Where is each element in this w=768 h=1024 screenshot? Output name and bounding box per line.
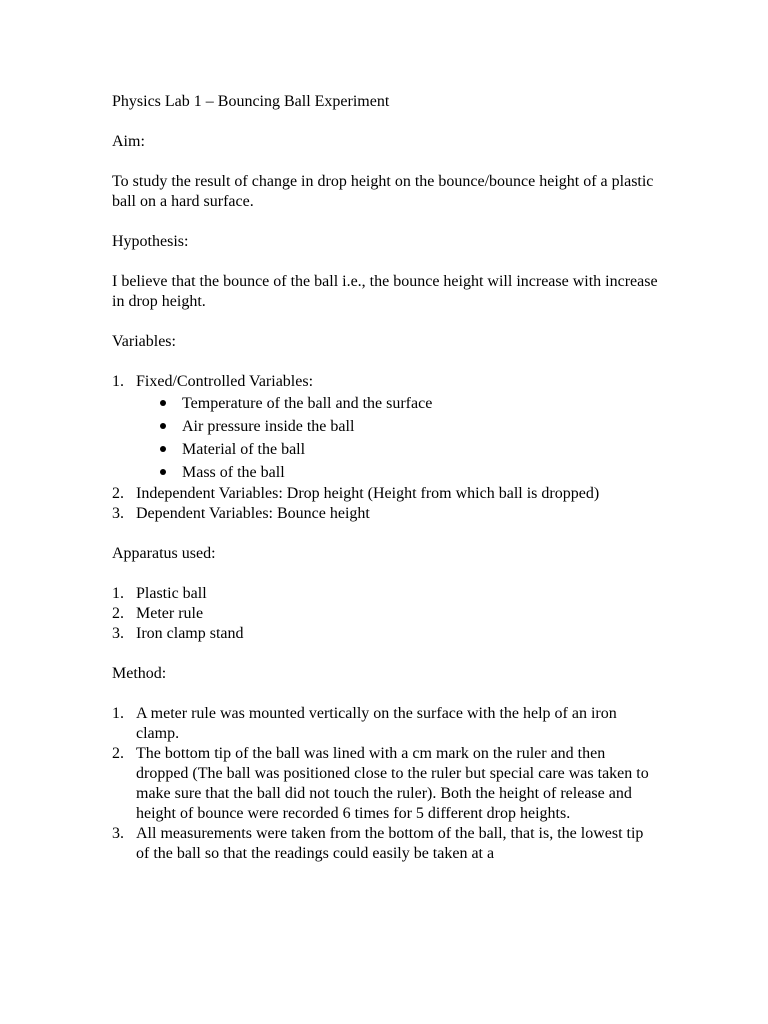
list-number: 2. (112, 745, 124, 762)
list-number: 3. (112, 825, 124, 842)
bullet-item: Air pressure inside the ball (136, 415, 660, 438)
list-item (112, 484, 660, 504)
list-item-text: A meter rule was mounted vertically on the surface with the help of an iron clamp. (136, 705, 617, 742)
list-number: 1. (112, 585, 124, 602)
list-number: 2. (112, 485, 124, 502)
fixed-variables-bullets (136, 392, 660, 484)
list-number: 3. (112, 625, 124, 642)
apparatus-list (112, 584, 660, 644)
list-item-text: Plastic ball (136, 585, 207, 602)
list-item (112, 604, 660, 624)
list-item-text: All measurements were taken from the bottom of the ball, that is, the lowest tip of the ball so that the readings could easily be taken at a (136, 825, 644, 862)
document-title: Physics Lab 1 – Bouncing Ball Experiment (112, 93, 390, 110)
list-number: 2. (112, 605, 124, 622)
list-number: 1. (112, 373, 124, 390)
document-body (112, 92, 660, 864)
list-number: 1. (112, 705, 124, 722)
list-item (112, 824, 660, 864)
hypothesis-text: I believe that the bounce of the ball i.e., the bounce height will increase with increase in drop height. (112, 273, 658, 310)
variables-list (112, 372, 660, 524)
list-number: 3. (112, 505, 124, 522)
variables-heading: Variables: (112, 333, 176, 350)
list-item-text: Dependent Variables: Bounce height (136, 505, 370, 522)
hypothesis-heading: Hypothesis: (112, 233, 189, 250)
list-item (112, 584, 660, 604)
list-item-text: Independent Variables: Drop height (Height from which ball is dropped) (136, 485, 600, 502)
list-item (112, 504, 660, 524)
aim-heading: Aim: (112, 133, 145, 150)
method-heading: Method: (112, 665, 167, 682)
list-item-text: Meter rule (136, 605, 204, 622)
apparatus-heading: Apparatus used: (112, 545, 216, 562)
bullet-item: Temperature of the ball and the surface (136, 392, 660, 415)
list-item-text: The bottom tip of the ball was lined with a cm mark on the ruler and then dropped (The ball was positioned close to the ruler but special care was taken to make sure that the ball did not touch the ruler). Both the height of release and height of bounce were recorded 6 times for 5 different drop heights. (136, 745, 649, 822)
list-item-text: Fixed/Controlled Variables: (136, 373, 314, 390)
list-item (112, 744, 660, 824)
list-item (112, 704, 660, 744)
list-item (112, 624, 660, 644)
method-list (112, 704, 660, 864)
bullet-item: Material of the ball (136, 438, 660, 461)
list-item-text: Iron clamp stand (136, 625, 244, 642)
bullet-item: Mass of the ball (136, 461, 660, 484)
list-item (112, 372, 660, 484)
aim-text: To study the result of change in drop height on the bounce/bounce height of a plastic ball on a hard surface. (112, 173, 654, 210)
